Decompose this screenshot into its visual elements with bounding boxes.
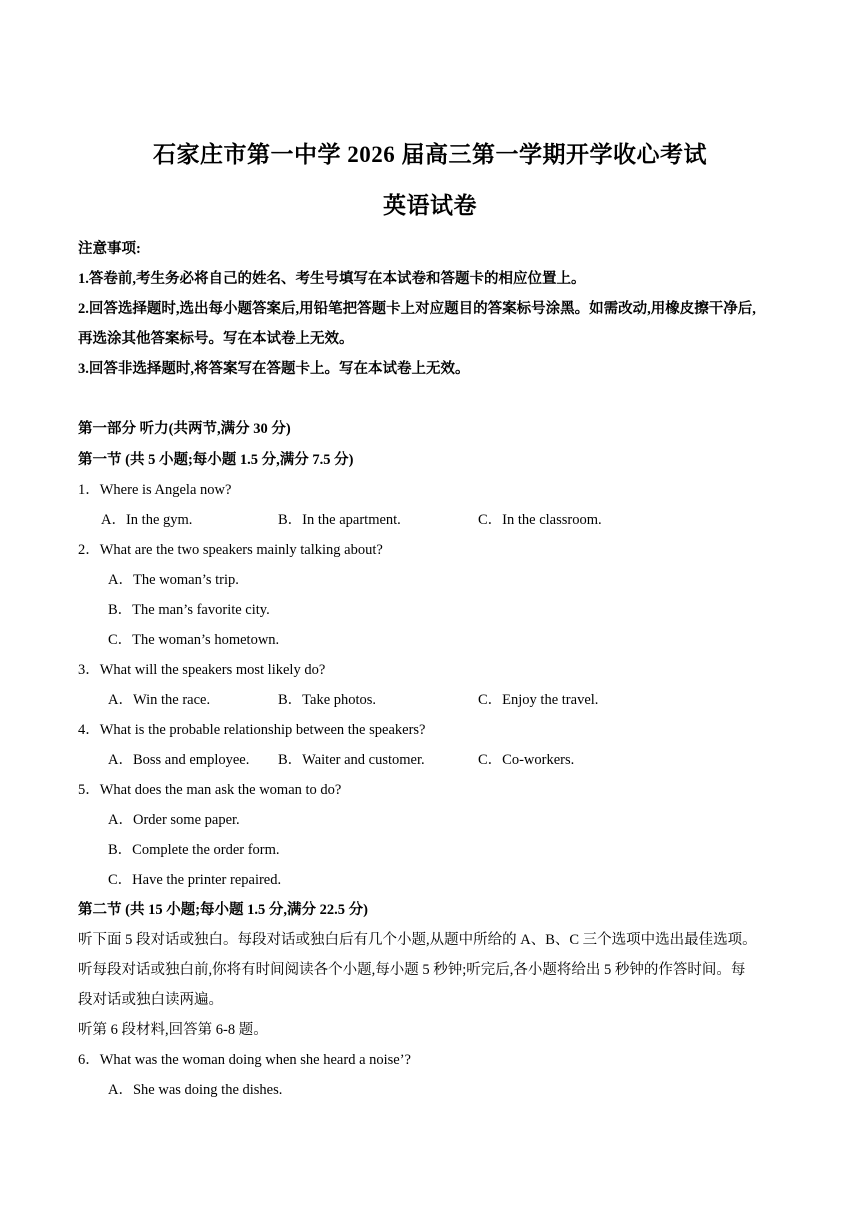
q3-option-c: C．Enjoy the travel. [478,692,599,708]
question-2: 2．What are the two speakers mainly talking about? [78,542,383,558]
q3-option-b: B．Take photos. [278,692,377,708]
q3-option-a: A．Win the race. [108,692,211,708]
q2-option-c: C．The woman’s hometown. [108,632,280,648]
exam-subtitle: 英语试卷 [383,193,477,218]
question-5: 5．What does the man ask the woman to do? [78,782,342,798]
q6-option-a: A．She was doing the dishes. [108,1082,283,1098]
material-note: 听第 6 段材料,回答第 6-8 题。 [78,1022,268,1038]
section-1-heading: 第一节 (共 5 小题;每小题 1.5 分,满分 7.5 分) [78,452,354,468]
exam-title: 石家庄市第一中学 2026 届高三第一学期开学收心考试 [153,142,707,167]
question-6: 6．What was the woman doing when she heard a noise’? [78,1052,411,1068]
instructions-line-2: 听每段对话或独白前,你将有时间阅读各个小题,每小题 5 秒钟;听完后,各小题将给出 5 秒钟的作答时间。每 [78,962,746,978]
question-1: 1．Where is Angela now? [78,482,232,498]
question-3: 3．What will the speakers most likely do? [78,662,326,678]
notice-item-3: 3.回答非选择题时,将答案写在答题卡上。写在本试卷上无效。 [78,361,470,377]
q5-option-a: A．Order some paper. [108,812,240,828]
q5-option-c: C．Have the printer repaired. [108,872,282,888]
q2-option-a: A．The woman’s trip. [108,572,239,588]
q4-option-b: B．Waiter and customer. [278,752,425,768]
q1-option-c: C．In the classroom. [478,512,602,528]
q2-option-b: B．The man’s favorite city. [108,602,270,618]
notice-item-1: 1.答卷前,考生务必将自己的姓名、考生号填写在本试卷和答题卡的相应位置上。 [78,271,586,287]
q4-option-a: A．Boss and employee. [108,752,250,768]
notice-item-2: 2.回答选择题时,选出每小题答案后,用铅笔把答题卡上对应题目的答案标号涂黑。如需改动,用橡皮擦干净后, [78,301,756,317]
notice-item-2-cont: 再选涂其他答案标号。写在本试卷上无效。 [78,331,354,347]
section-2-heading: 第二节 (共 15 小题;每小题 1.5 分,满分 22.5 分) [78,902,368,918]
question-4: 4．What is the probable relationship between the speakers? [78,722,426,738]
q1-option-b: B．In the apartment. [278,512,401,528]
part-heading: 第一部分 听力(共两节,满分 30 分) [78,421,291,437]
instructions-line-3: 段对话或独白读两遍。 [78,992,223,1008]
q5-option-b: B．Complete the order form. [108,842,280,858]
q4-option-c: C．Co-workers. [478,752,575,768]
notice-heading: 注意事项: [78,241,141,257]
q1-option-a: A．In the gym. [101,512,193,528]
instructions-line-1: 听下面 5 段对话或独白。每段对话或独白后有几个小题,从题中所给的 A、B、C 三个选项中选出最佳选项。 [78,932,757,948]
